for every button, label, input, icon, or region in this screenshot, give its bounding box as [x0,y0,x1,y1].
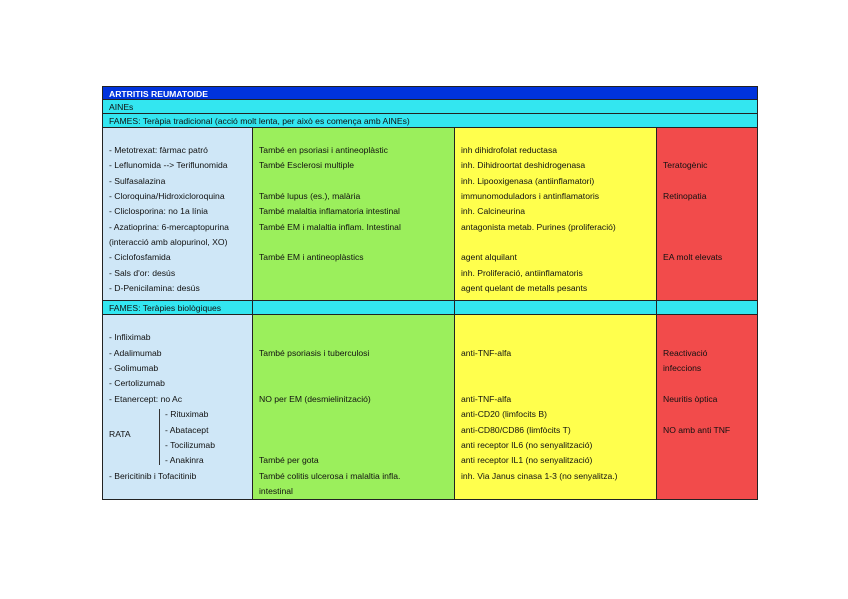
indication-item: També en psoriasi i antineoplàstic [259,145,388,155]
mechanism-item: inh. Proliferació, antiinflamatoris [461,267,583,278]
rata-drug-item: - Rituximab [165,409,209,420]
adverse-effect-item [663,204,751,219]
traditional-mechanism-column [455,128,657,301]
biological-mechanism-column [455,315,657,500]
drug-item: - Cliclosporina: no 1a línia [109,206,208,217]
indication-item [259,235,448,250]
indication-item: També Esclerosi multiple [259,160,355,171]
drug-item: - Leflunomida --> Teriflunomida [109,160,228,171]
indication-item: També EM i malaltia inflam. Intestinal [259,221,401,232]
adverse-effect-item [663,143,751,158]
adverse-effect-item [663,376,751,391]
indication-item [259,361,448,376]
drug-item: - Golimumab [109,363,159,374]
indication-item [259,330,448,345]
drug-table [102,86,758,500]
mechanism-item [461,235,650,250]
indication-item [259,174,448,189]
drug-item: - Sals d'or: desús [109,267,176,278]
traditional-section [102,128,758,301]
rata-drug-item: - Tocilizumab [165,439,215,450]
mechanism-item: anti-CD80/CD86 (limfòcits T) [461,424,571,435]
mechanism-item: inh. Via Janus cinasa 1-3 (no senyalitza.) [461,470,618,481]
indication-item: També EM i antineoplàstics [259,252,364,263]
biological-section [102,315,758,500]
mechanism-item: anti-CD20 (limfocits B) [461,409,547,420]
drug-item: - Certolizumab [109,378,165,389]
drug-item: - Cloroquina/Hidroxicloroquina [109,191,225,202]
adverse-effect-item [663,266,751,281]
drug-item: - D-Penicilamina: desús [109,283,200,294]
drug-item [109,484,246,499]
drug-item: - Infliximab [109,332,151,343]
fames-biological-header-row [102,301,758,315]
indication-item [259,407,448,422]
indication-item: També malaltia inflamatoria intestinal [259,206,400,217]
adverse-effect-item: Neuritis òptica [663,393,718,404]
mechanism-item: antagonista metab. Purines (proliferació) [461,221,616,232]
indication-item: També lupus (es.), malària [259,191,361,202]
mechanism-item [461,484,650,499]
drug-item: - Adalimumab [109,347,162,358]
adverse-effect-item [663,407,751,422]
header-cell [657,301,758,315]
adverse-effect-item [663,220,751,235]
mechanism-item [461,361,650,376]
rata-group [109,407,246,468]
adverse-effect-item: Reactivació [663,347,708,358]
indication-item [259,423,448,438]
drug-item: - Ciclofosfamida [109,252,171,263]
indication-item: NO per EM (desmielinització) [259,393,371,404]
adverse-effect-item: Teratogènic [663,160,708,171]
biological-uses-column [253,315,455,500]
rata-drug-item: - Anakinra [165,455,204,466]
adverse-effect-item [663,330,751,345]
indication-item: També colitis ulcerosa i malaltia infla. [259,470,401,481]
table-title: ARTRITIS REUMATOIDE [102,86,758,100]
adverse-effect-item: Retinopatia [663,191,707,202]
adverse-effect-item [663,484,751,499]
mechanism-item [461,330,650,345]
adverse-effect-item [663,469,751,484]
traditional-uses-column [253,128,455,301]
adverse-effect-item: EA molt elevats [663,252,723,263]
mechanism-item [461,376,650,391]
indication-item: intestinal [259,485,293,496]
header-cell [455,301,657,315]
drug-item: - Etanercept: no Ac [109,393,183,404]
header-cell [253,301,455,315]
adverse-effect-item: NO amb anti TNF [663,424,731,435]
drug-item: (interacció amb alopurinol, XO) [109,237,228,248]
mechanism-item: anti-TNF-alfa [461,347,512,358]
mechanism-item: agent quelant de metalls pesants [461,283,588,294]
mechanism-item: anti-TNF-alfa [461,393,512,404]
aines-row: AINEs [102,100,758,114]
indication-item: També per gota [259,455,319,466]
fames-traditional-header: FAMES: Teràpia tradicional (acció molt lenta, per això es comença amb AINEs) [102,114,758,128]
mechanism-item: inh. Calcineurina [461,206,526,217]
rata-drug-item: - Abatacept [165,424,209,435]
indication-item: També psoriasis i tuberculosi [259,347,370,358]
drug-item: - Metotrexat: fàrmac patró [109,145,208,155]
mechanism-item: agent alquilant [461,252,517,263]
indication-item [259,281,448,296]
adverse-effect-item [663,235,751,250]
rata-label: RATA [109,429,131,440]
mechanism-item: anti receptor IL1 (no senyalització) [461,455,593,466]
drug-item: - Bericitinib i Tofacitinib [109,470,197,481]
adverse-effect-item: infeccions [663,363,702,374]
drug-item: - Sulfasalazina [109,175,166,186]
adverse-effect-item [663,438,751,453]
biological-adverse-column [657,315,758,500]
indication-item [259,266,448,281]
fames-biological-header: FAMES: Teràpies biològiques [102,301,253,315]
adverse-effect-item [663,174,751,189]
traditional-drugs-column [102,128,253,301]
mechanism-item: anti receptor IL6 (no senyalització) [461,439,593,450]
mechanism-item: inh dihidrofolat reductasa [461,145,558,155]
mechanism-item: inh. Lipooxigenasa (antiinflamatori) [461,175,595,186]
adverse-effect-item [663,281,751,296]
mechanism-item: immunomoduladors i antinflamatoris [461,191,600,202]
indication-item [259,376,448,391]
rata-bracket [159,409,160,465]
biological-drugs-column [102,315,253,500]
adverse-effect-item [663,453,751,468]
traditional-adverse-column [657,128,758,301]
drug-item: - Azatioprina: 6-mercaptopurina [109,221,229,232]
mechanism-item: inh. Dihidroortat deshidrogenasa [461,160,586,171]
indication-item [259,438,448,453]
